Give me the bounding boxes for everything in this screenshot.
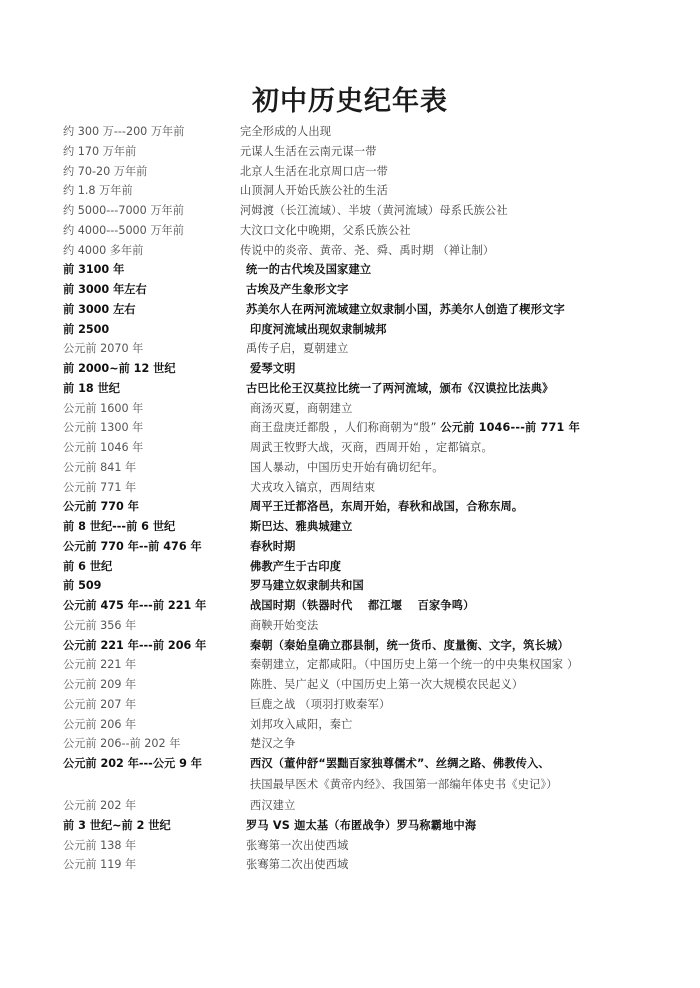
row-event: 罗马 VS 迦太基（布匿战争）罗马称霸地中海: [246, 818, 477, 832]
row-date: 公元前 202 年: [63, 799, 137, 812]
row-date: 公元前 202 年---公元 9 年: [63, 757, 202, 770]
row-date: 公元前 209 年: [63, 678, 137, 691]
timeline-row: [0, 221, 700, 241]
row-event: 爱琴文明: [250, 362, 296, 375]
row-date: 前 3 世纪~前 2 世纪: [63, 818, 171, 832]
timeline-row: [0, 655, 700, 675]
timeline-row: [0, 418, 700, 438]
row-date: 前 2000~前 12 世纪: [63, 362, 176, 375]
row-event: 楚汉之争: [250, 737, 296, 751]
timeline-row: [0, 775, 700, 796]
row-date: 公元前 475 年---前 221 年: [63, 599, 207, 612]
row-event: 西汉建立: [250, 799, 296, 812]
timeline-row: [0, 557, 700, 577]
timeline-row: [0, 142, 700, 162]
row-date: 公元前 207 年: [63, 697, 137, 711]
row-date: 公元前 356 年: [63, 618, 137, 632]
timeline-row: [0, 359, 700, 379]
row-event: 战国时期（铁器时代 都江堰 百家争鸣）: [250, 599, 475, 612]
timeline-row: [0, 596, 700, 616]
row-event: 元谋人生活在云南元谋一带: [240, 144, 377, 158]
timeline-row: [0, 181, 700, 201]
timeline-row: [0, 855, 700, 875]
timeline-row: [0, 816, 700, 836]
row-event-tail: 公元前 1046---前 771 年: [440, 421, 580, 435]
row-event: 北京人生活在北京周口店一带: [240, 164, 389, 178]
timeline-row: [0, 399, 700, 419]
row-date: 公元前 206 年: [63, 717, 137, 731]
timeline-row: [0, 201, 700, 221]
row-date: 前 2500: [63, 322, 110, 336]
row-event: 春秋时期: [250, 539, 296, 553]
row-date: 公元前 770 年--前 476 年: [63, 539, 202, 553]
row-date: 约 4000 多年前: [63, 243, 144, 257]
timeline-row: [0, 478, 700, 498]
row-event: 大汶口文化中晚期，父系氏族公社: [240, 223, 411, 237]
timeline-row: [0, 280, 700, 300]
row-event: 周平王迁都洛邑，东周开始，春秋和战国，合称东周。: [250, 500, 524, 514]
row-event: 佛教产生于古印度: [250, 559, 342, 573]
row-event: 犬戎攻入镐京，西周结束: [250, 480, 376, 494]
row-date: 公元前 841 年: [63, 460, 137, 474]
row-date: 公元前 771 年: [63, 480, 137, 494]
row-event: 传说中的炎帝、黄帝、尧、舜、禹时期 （禅让制）: [240, 243, 495, 257]
row-date: 前 3000 左右: [63, 302, 136, 316]
row-date: 约 70-20 万年前: [63, 164, 148, 178]
row-event: 陈胜、吴广起义（中国历史上第一次大规模农民起义）: [250, 678, 524, 691]
timeline-row: [0, 695, 700, 715]
row-event: 扶国最早医术《黄帝内经》、我国第一部编年体史书《史记》）: [250, 778, 558, 791]
row-date: 约 5000---7000 万年前: [63, 204, 184, 217]
row-date: 约 170 万年前: [63, 144, 137, 158]
row-date: 公元前 2070 年: [63, 342, 144, 356]
row-event-main: 商王盘庚迁都殷 ，人们称商朝为“殷”: [250, 421, 437, 435]
timeline-row: [0, 379, 700, 399]
row-event: 河姆渡（长江流域）、半坡（黄河流域）母系氏族公社: [240, 204, 508, 217]
row-date: 公元前 119 年: [63, 858, 137, 872]
timeline-row: [0, 537, 700, 557]
row-date: 前 6 世纪: [63, 559, 113, 573]
row-date: 公元前 1046 年: [63, 441, 144, 454]
row-event: 周武王牧野大战，灭商，西周开始 ，定都镐京。: [250, 441, 493, 454]
row-event: [250, 418, 580, 438]
timeline-row: [0, 260, 700, 280]
row-date: 公元前 1300 年: [63, 421, 144, 435]
row-event: 统一的古代埃及国家建立: [246, 263, 372, 277]
timeline-table: [0, 122, 700, 875]
row-date: 公元前 221 年---前 206 年: [63, 638, 207, 652]
row-event: 张骞第二次出使西域: [246, 858, 349, 872]
row-event: 秦朝（秦始皇确立郡县制，统一货币、度量衡、文字，筑长城）: [250, 638, 569, 652]
row-date: 公元前 770 年: [63, 500, 139, 514]
page-title: 初中历史纪年表: [252, 86, 448, 117]
timeline-row: [0, 438, 700, 458]
timeline-row: [0, 241, 700, 261]
row-date: 前 8 世纪---前 6 世纪: [63, 520, 176, 533]
row-event: 完全形成的人出现: [240, 125, 332, 138]
timeline-row: [0, 616, 700, 636]
row-event: 秦朝建立，定都咸阳。（中国历史上第一个统一的中央集权国家 ）: [250, 658, 579, 672]
timeline-row: [0, 458, 700, 478]
timeline-row: [0, 339, 700, 359]
row-date: 前 3000 年左右: [63, 283, 147, 296]
timeline-row: [0, 734, 700, 754]
row-event: 斯巴达、雅典城建立: [250, 520, 353, 533]
row-event: 刘邦攻入咸阳，秦亡: [250, 717, 353, 731]
row-date: 约 4000---5000 万年前: [63, 223, 184, 237]
timeline-row: [0, 675, 700, 695]
timeline-row: [0, 836, 700, 856]
timeline-row: [0, 162, 700, 182]
row-date: 公元前 1600 年: [63, 401, 144, 415]
row-date: 前 509: [63, 579, 102, 593]
row-event: 印度河流域出现奴隶制城邦: [250, 322, 387, 336]
row-date: 约 1.8 万年前: [63, 184, 133, 198]
row-event: 商鞅开始变法: [250, 618, 319, 632]
row-date: 前 3100 年: [63, 263, 125, 277]
timeline-row: [0, 796, 700, 816]
row-event: 古巴比伦王汉莫拉比统一了两河流域，颁布《汉谟拉比法典》: [246, 381, 554, 395]
timeline-row: [0, 576, 700, 596]
row-event: 西汉（董仲舒“罢黜百家独尊儒术”、丝绸之路、佛教传入、: [250, 757, 550, 770]
row-event: 罗马建立奴隶制共和国: [250, 579, 364, 593]
row-date: 前 18 世纪: [63, 381, 120, 395]
timeline-row: [0, 715, 700, 735]
row-event: 山顶洞人开始氏族公社的生活: [240, 184, 389, 198]
timeline-row: [0, 497, 700, 517]
timeline-row: [0, 636, 700, 656]
row-event: 张骞第一次出使西域: [246, 838, 349, 852]
row-event: 商汤灭夏，商朝建立: [250, 401, 353, 415]
row-event: 巨鹿之战 （项羽打败秦军）: [250, 697, 391, 711]
row-date: 公元前 138 年: [63, 838, 137, 852]
timeline-row: [0, 517, 700, 537]
row-date: 约 300 万---200 万年前: [63, 125, 185, 138]
row-event: 国人暴动，中国历史开始有确切纪年。: [250, 460, 444, 474]
timeline-row: [0, 122, 700, 142]
timeline-row: [0, 320, 700, 340]
timeline-row: [0, 754, 700, 775]
row-date: 公元前 206--前 202 年: [63, 737, 181, 751]
row-event: 禹传子启，夏朝建立: [246, 342, 349, 356]
timeline-row: [0, 300, 700, 320]
row-date: 公元前 221 年: [63, 658, 137, 672]
row-event: 苏美尔人在两河流域建立奴隶制小国，苏美尔人创造了楔形文字: [246, 302, 565, 316]
row-event: 古埃及产生象形文字: [246, 283, 349, 296]
